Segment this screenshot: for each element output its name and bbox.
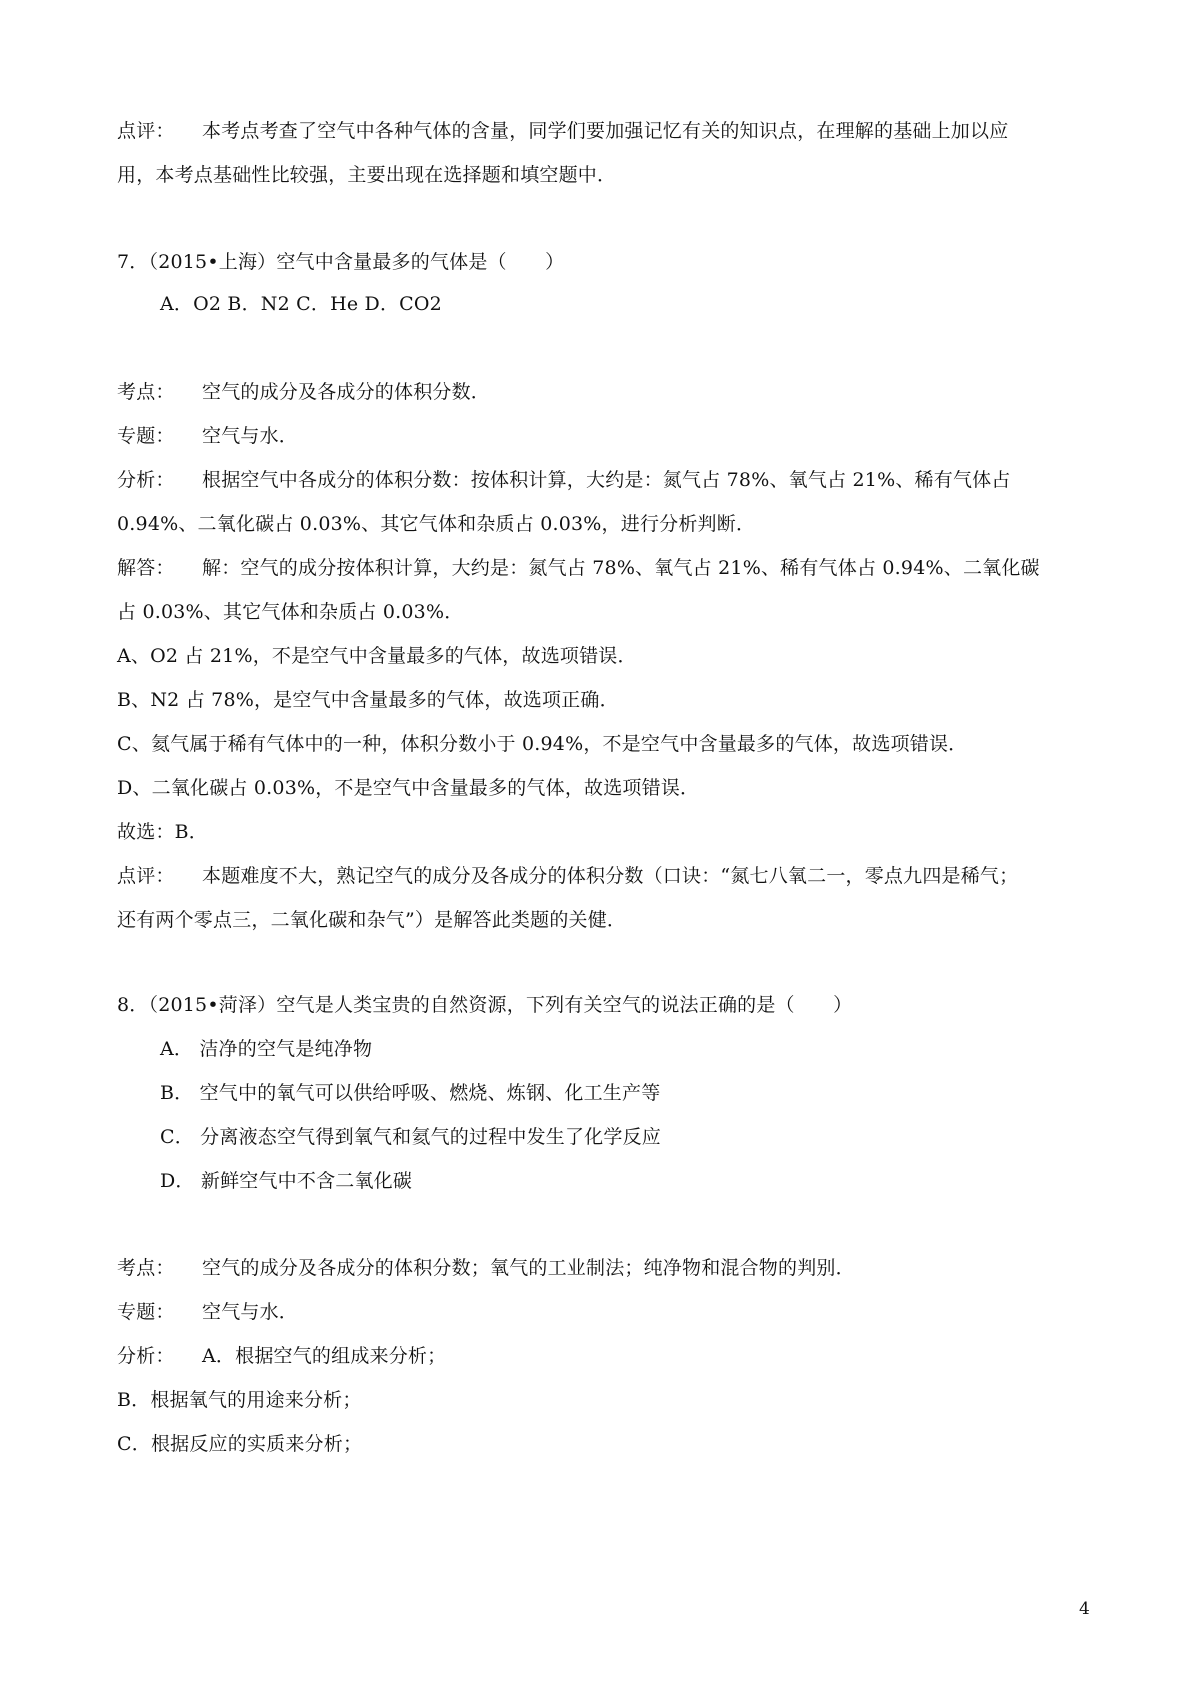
q7-zhuanti-text: 空气与水． [202, 425, 299, 447]
review6-text1: 本考点考查了空气中各种气体的含量，同学们要加强记忆有关的知识点，在理解的基础上加以应 [202, 120, 1009, 142]
q7-kaodian-text: 空气的成分及各成分的体积分数． [202, 381, 491, 403]
q8-option-c: C． 分离液态空气得到氧气和氦气的过程中发生了化学反应 [160, 1126, 661, 1148]
q8-kaodian [117, 1254, 855, 1282]
q7-option-a-analysis: A、O2 占 21%，不是空气中含量最多的气体，故选项错误． [117, 645, 637, 667]
q8-fenxi-line1 [117, 1342, 446, 1370]
q8-zhuanti-text: 空气与水． [202, 1301, 299, 1323]
q8-fenxi-line2: B．根据氧气的用途来分析； [117, 1389, 362, 1411]
q7-kaodian [117, 378, 490, 406]
q8-option-b: B． 空气中的氧气可以供给呼吸、燃烧、炼钢、化工生产等 [160, 1082, 661, 1104]
q7-stem: 7．（2015•上海）空气中含量最多的气体是（ ） [117, 251, 565, 273]
q7-review-line2: 还有两个零点三，二氧化碳和杂气”）是解答此类题的关健． [117, 909, 627, 931]
q7-fenxi-line2: 0.94%、二氧化碳占 0.03%、其它气体和杂质占 0.03%，进行分析判断． [117, 513, 756, 535]
q7-review-label: 点评： [117, 865, 175, 887]
q8-zhuanti-label: 专题： [117, 1301, 175, 1323]
q7-kaodian-label: 考点： [117, 381, 175, 403]
q7-review-line1 [117, 862, 1018, 890]
q7-fenxi-text1: 根据空气中各成分的体积分数：按体积计算，大约是：氮气占 78%、氧气占 21%、稀有气体占 [202, 469, 1011, 491]
q7-fenxi-line1 [117, 466, 1011, 494]
q7-jieda-label: 解答： [117, 557, 175, 579]
q7-zhuanti [117, 422, 298, 450]
q7-answer: 故选：B． [117, 821, 208, 843]
q8-kaodian-label: 考点： [117, 1257, 175, 1279]
q7-review-text1: 本题难度不大，熟记空气的成分及各成分的体积分数（口诀：“氮七八氧二一，零点九四是稀气； [202, 865, 1019, 887]
q7-jieda-text1: 解：空气的成分按体积计算，大约是：氮气占 78%、氧气占 21%、稀有气体占 0.94%、二氧化碳 [202, 557, 1040, 579]
q7-fenxi-label: 分析： [117, 469, 175, 491]
q7-zhuanti-label: 专题： [117, 425, 175, 447]
q8-fenxi-label: 分析： [117, 1345, 175, 1367]
q8-fenxi-line3: C．根据反应的实质来分析； [117, 1433, 363, 1455]
q8-option-d: D． 新鲜空气中不含二氧化碳 [160, 1170, 413, 1192]
q7-option-c-analysis: C、氦气属于稀有气体中的一种，体积分数小于 0.94%，不是空气中含量最多的气体，故选项错误． [117, 733, 968, 755]
q8-zhuanti [117, 1298, 298, 1326]
q7-option-b-analysis: B、N2 占 78%，是空气中含量最多的气体，故选项正确． [117, 689, 619, 711]
q8-option-a: A． 洁净的空气是纯净物 [160, 1038, 373, 1060]
q7-options: A．O2 B．N2 C．He D．CO2 [160, 293, 442, 315]
q8-stem: 8．（2015•菏泽）空气是人类宝贵的自然资源，下列有关空气的说法正确的是（ ） [117, 994, 853, 1016]
review6-line2: 用，本考点基础性比较强，主要出现在选择题和填空题中． [117, 164, 617, 186]
review6-label: 点评： [117, 120, 175, 142]
q8-kaodian-text: 空气的成分及各成分的体积分数；氧气的工业制法；纯净物和混合物的判别． [202, 1257, 855, 1279]
page-number: 4 [1079, 1599, 1090, 1619]
review6-line1 [117, 117, 1008, 145]
q7-option-d-analysis: D、二氧化碳占 0.03%，不是空气中含量最多的气体，故选项错误． [117, 777, 700, 799]
q7-jieda-line2: 占 0.03%、其它气体和杂质占 0.03%． [117, 601, 464, 623]
q7-jieda-line1 [117, 554, 1040, 582]
q8-fenxi-text1: A．根据空气的组成来分析； [202, 1345, 447, 1367]
